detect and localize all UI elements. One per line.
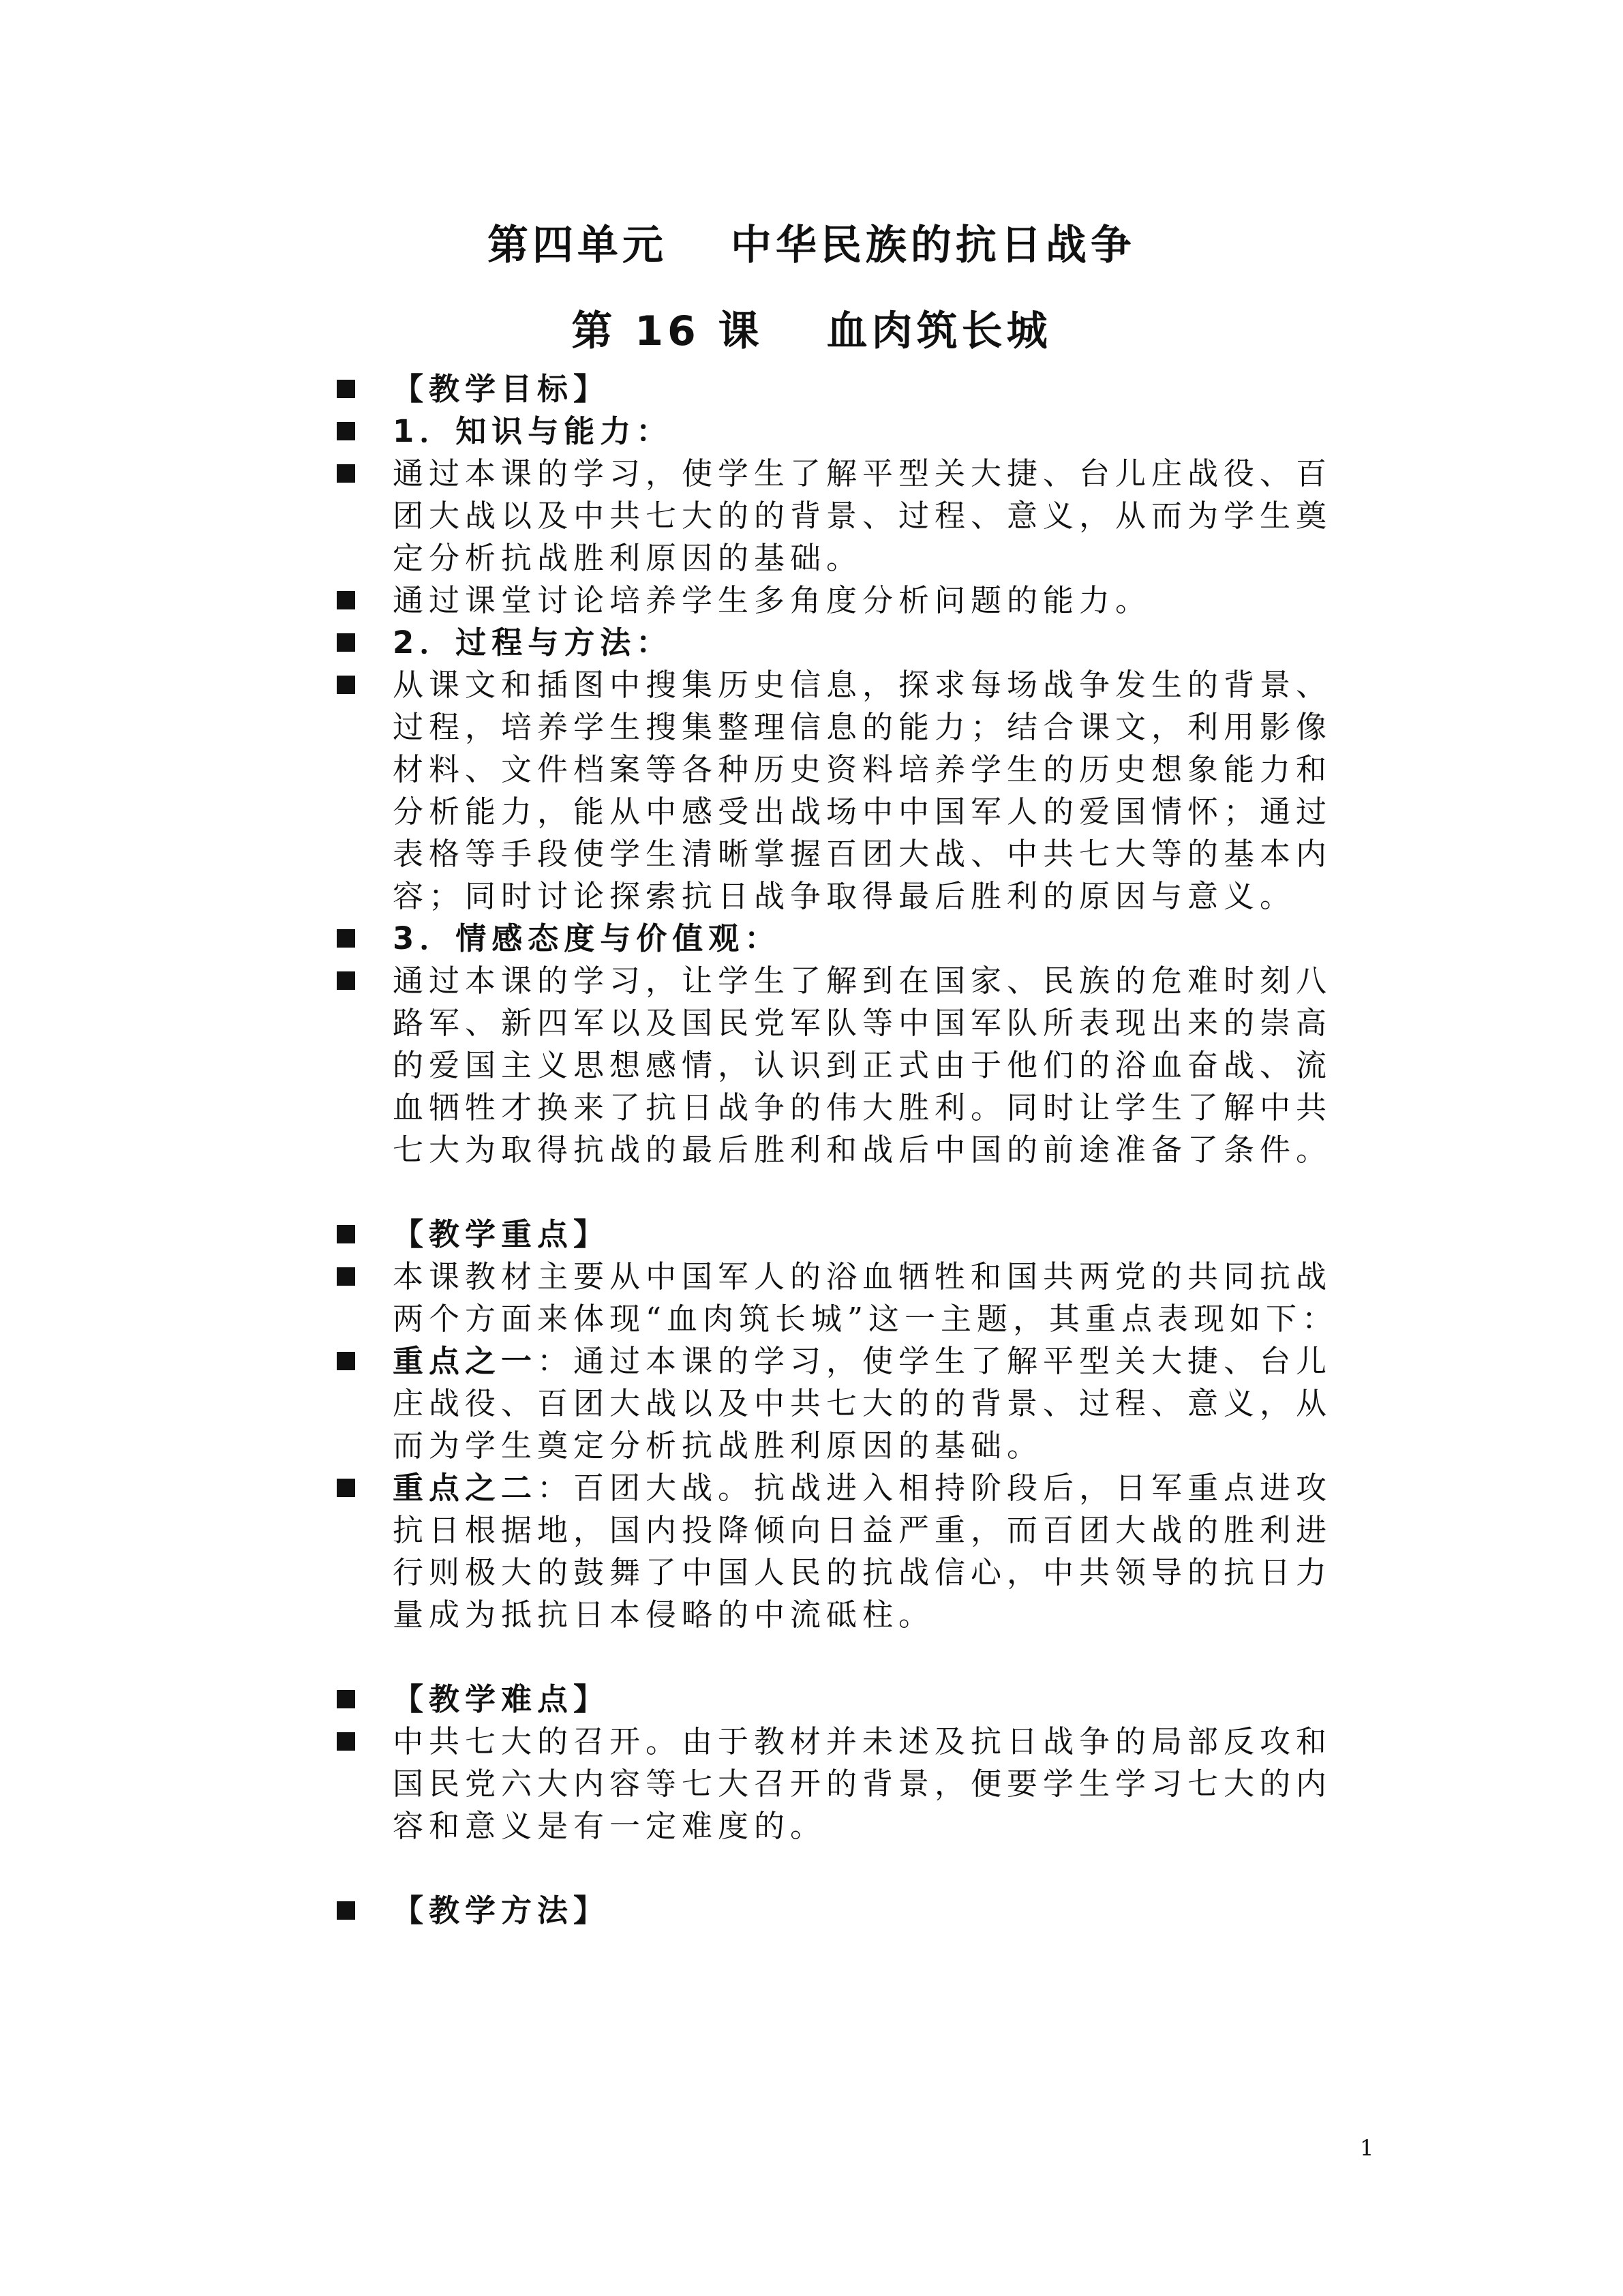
methods-heading: 【教学方法】 [393,1892,610,1929]
list-item [334,579,1356,622]
square-bullet-icon [337,1225,355,1243]
section-spacer [334,1847,1356,1890]
list-item [334,1213,1356,1256]
key-point-2-text: ：百团大战。抗战进入相持阶段后，日军重点进攻抗日根据地，国内投降倾向日益严重，而百团大战的胜利进行则极大的鼓舞了中国人民的抗战信心，中共领导的抗日力量成为抵抗日本侵略的中流砥柱。 [393,1470,1333,1633]
key-point-1-lead: 重点之一 [393,1343,538,1379]
key-points-heading: 【教学重点】 [393,1216,610,1252]
section-spacer [334,1636,1356,1678]
list-item [334,1340,1356,1467]
lesson-title: 第 16 课 血肉筑长城 [571,307,1052,355]
knowledge-item-2: 通过课堂讨论培养学生多角度分析问题的能力。 [393,582,1152,618]
square-bullet-icon [337,633,355,652]
square-bullet-icon [337,422,355,440]
emotion-heading: 3．情感态度与价值观： [393,920,781,956]
lesson-plan-body [334,368,1356,1932]
objectives-heading: 【教学目标】 [393,371,610,407]
difficulties-heading: 【教学难点】 [393,1681,610,1717]
list-item [334,960,1356,1171]
square-bullet-icon [337,591,355,609]
list-item [334,368,1356,410]
key-point-1-text: ：通过本课的学习，使学生了解平型关大捷、台儿庄战役、百团大战以及中共七大的的背景、过程、意义，从而为学生奠定分析抗战胜利原因的基础。 [393,1343,1333,1464]
square-bullet-icon [337,464,355,483]
knowledge-item-1: 通过本课的学习，使学生了解平型关大捷、台儿庄战役、百团大战以及中共七大的的背景、过程、意义，从而为学生奠定分析抗战胜利原因的基础。 [393,455,1333,576]
list-item [334,664,1356,918]
list-item [334,1890,1356,1932]
square-bullet-icon [337,1479,355,1497]
difficulties-text: 中共七大的召开。由于教材并未述及抗日战争的局部反攻和国民党六大内容等七大召开的背景，便要学生学习七大的内容和意义是有一定难度的。 [393,1723,1333,1844]
key-point-2-lead: 重点之二 [393,1470,538,1506]
section-spacer [334,1171,1356,1213]
square-bullet-icon [337,929,355,948]
page-number: 1 [1360,2135,1374,2161]
process-heading: 2．过程与方法： [393,624,673,661]
square-bullet-icon [337,1352,355,1370]
list-item [334,1467,1356,1636]
square-bullet-icon [337,1732,355,1751]
process-item-1: 从课文和插图中搜集历史信息，探求每场战争发生的背景、过程，培养学生搜集整理信息的能力；结合课文，利用影像材料、文件档案等各种历史资料培养学生的历史想象能力和分析能力，能从中感受出战场中中国军人的爱国情怀；通过表格等手段使学生清晰掌握百团大战、中共七大等的基本内容；同时讨论探索抗日战争取得最后胜利的原因与意义。 [393,667,1333,914]
list-item [334,1721,1356,1847]
list-item [334,453,1356,579]
emotion-item-1: 通过本课的学习，让学生了解到在国家、民族的危难时刻八路军、新四军以及国民党军队等中国军队所表现出来的崇高的爱国主义思想感情，认识到正式由于他们的浴血奋战、流血牺牲才换来了抗日战争的伟大胜利。同时让学生了解中共七大为取得抗战的最后胜利和战后中国的前途准备了条件。 [393,963,1333,1168]
unit-title: 第四单元 中华民族的抗日战争 [487,222,1136,269]
square-bullet-icon [337,676,355,694]
square-bullet-icon [337,1690,355,1708]
knowledge-heading: 1．知识与能力： [393,413,673,449]
list-item [334,622,1356,664]
square-bullet-icon [337,1901,355,1920]
square-bullet-icon [337,971,355,990]
list-item [334,1256,1356,1340]
list-item [334,1678,1356,1721]
list-item [334,410,1356,453]
list-item [334,918,1356,960]
square-bullet-icon [337,1267,355,1286]
key-points-intro: 本课教材主要从中国军人的浴血牺牲和国共两党的共同抗战两个方面来体现“血肉筑长城”这一主题，其重点表现如下： [393,1258,1339,1337]
square-bullet-icon [337,380,355,398]
